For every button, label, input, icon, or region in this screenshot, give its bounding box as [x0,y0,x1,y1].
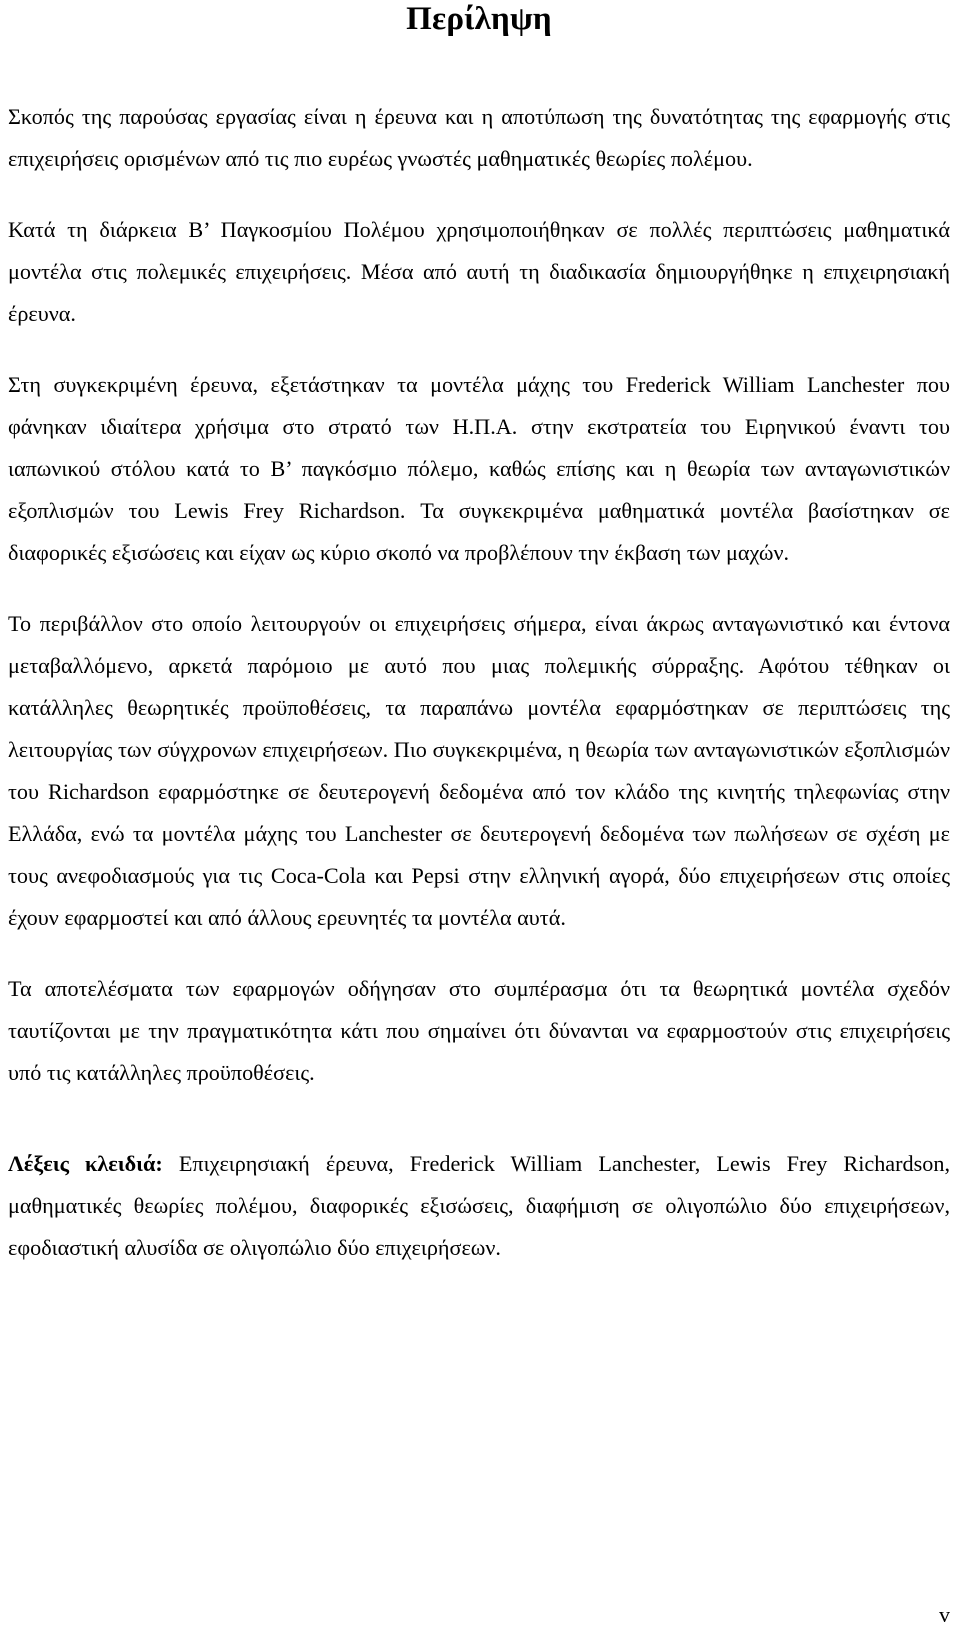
page-number: v [939,1602,950,1627]
document-page [8,0,950,1269]
paragraph-models: Στη συγκεκριμένη έρευνα, εξετάστηκαν τα μοντέλα μάχης του Frederick William Lanchester που φάνηκαν ιδιαίτερα χρήσιμα στο στρατό των Η.Π.Α. στην εκστρατεία του Ειρηνικού έναντι του ιαπωνικού στόλου κατά το Β’ παγκόσμιο πόλεμο, καθώς επίσης και η θεωρία των ανταγωνιστικών εξοπλισμών του Lewis Frey Richardson. Τα συγκεκριμένα μαθηματικά μοντέλα βασίστηκαν σε διαφορικές εξισώσεις και είχαν ως κύριο σκοπό να προβλέπουν την έκβαση των μαχών. [8,372,950,565]
keywords-text: Επιχειρησιακή έρευνα, Frederick William Lanchester, Lewis Frey Richardson, μαθηματικές θεωρίες πολέμου, διαφορικές εξισώσεις, διαφήμιση σε ολιγοπώλιο δύο επιχειρήσεων, εφοδιαστική αλυσίδα σε ολιγοπώλιο δύο επιχειρήσεων. [8,1151,950,1260]
paragraph-purpose: Σκοπός της παρούσας εργασίας είναι η έρευνα και η αποτύπωση της δυνατότητας της εφαρμογής στις επιχειρήσεις ορισμένων από τις πιο ευρέως γνωστές μαθηματικές θεωρίες πολέμου. [8,104,950,171]
keywords-label: Λέξεις κλειδιά: [8,1151,163,1176]
paragraph-history: Κατά τη διάρκεια Β’ Παγκοσμίου Πολέμου χρησιμοποιήθηκαν σε πολλές περιπτώσεις μαθηματικά μοντέλα στις πολεμικές επιχειρήσεις. Μέσα από αυτή τη διαδικασία δημιουργήθηκε η επιχειρησιακή έρευνα. [8,217,950,326]
paragraph-results: Τα αποτελέσματα των εφαρμογών οδήγησαν στο συμπέρασμα ότι τα θεωρητικά μοντέλα σχεδόν ταυτίζονται με την πραγματικότητα κάτι που σημαίνει ότι δύνανται να εφαρμοστούν στις επιχειρήσεις υπό τις κατάλληλες προϋποθέσεις. [8,976,950,1085]
keywords-paragraph [8,1143,950,1269]
page-title: Περίληψη [406,1,552,37]
paragraph-application: Το περιβάλλον στο οποίο λειτουργούν οι επιχειρήσεις σήμερα, είναι άκρως ανταγωνιστικό και έντονα μεταβαλλόμενο, αρκετά παρόμοιο με αυτό που μιας πολεμικής σύρραξης. Αφότου τέθηκαν οι κατάλληλες θεωρητικές προϋποθέσεις, τα παραπάνω μοντέλα εφαρμόστηκαν σε περιπτώσεις της λειτουργίας των σύγχρονων επιχειρήσεων. Πιο συγκεκριμένα, η θεωρία των ανταγωνιστικών εξοπλισμών του Richardson εφαρμόστηκε σε δευτερογενή δεδομένα από τον κλάδο της κινητής τηλεφωνίας στην Ελλάδα, ενώ τα μοντέλα μάχης του Lanchester σε δευτερογενή δεδομένα των πωλήσεων σε σχέση με τους ανεφοδιασμούς για τις Coca-Cola και Pepsi στην ελληνική αγορά, δύο επιχειρήσεων στις οποίες έχουν εφαρμοστεί και από άλλους ερευνητές τα μοντέλα αυτά. [8,611,950,930]
